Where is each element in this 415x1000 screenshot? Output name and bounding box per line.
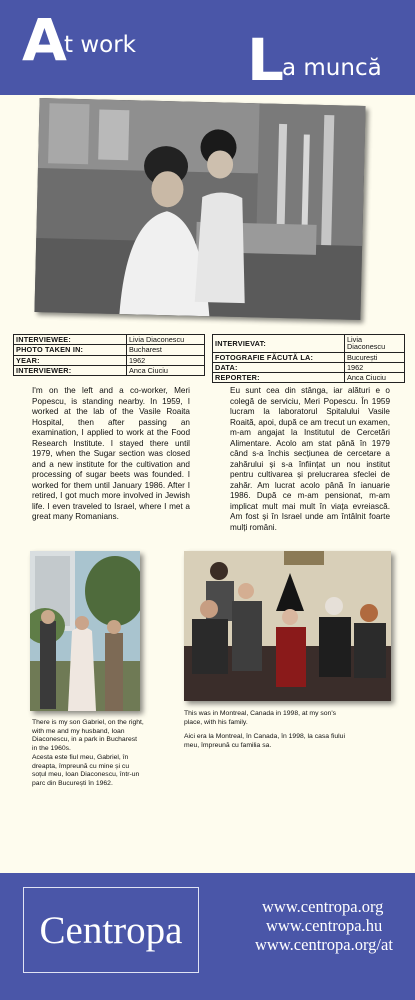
info-row [14, 335, 205, 345]
centropa-logo: Centropa [23, 887, 199, 973]
info-label: INTERVIEWER: [14, 365, 127, 375]
caption-left-en: There is my son Gabriel, on the right, with me and my husband, Ioan Diaconescu, in a park in Bucharest in the 1960s. [32, 719, 144, 752]
family-photo [184, 551, 391, 701]
url-link-hu[interactable]: www.centropa.hu [266, 916, 383, 935]
info-label: FOTOGRAFIE FĂCUTĂ LA: [213, 352, 345, 362]
info-value: Anca Ciuciu [345, 373, 405, 383]
info-row [213, 335, 405, 353]
info-row [14, 355, 205, 365]
info-row [213, 373, 405, 383]
caption-left-ro: Acesta este fiul meu, Gabriel, în dreapta, împreună cu mine și cu soțul meu, Ioan Diaconescu, într-un parc din București în 1962. [32, 754, 140, 787]
info-row [14, 365, 205, 375]
info-table-ro [212, 334, 405, 383]
info-label: INTERVIEVAT: [213, 335, 345, 353]
info-label: DATA: [213, 362, 345, 372]
title-en: t work [64, 32, 136, 58]
url-link-org[interactable]: www.centropa.org [262, 897, 384, 916]
info-label: INTERVIEWEE: [14, 335, 127, 345]
story-text-ro: Eu sunt cea din stânga, iar alături e o colegă de serviciu, Meri Popescu. În 1959 lucram la laboratorul Spitalului Vasile Roaită, apoi, după ce am trecut un examen, m-am angajat la Institutul de Cercetări Alimentare. Acolo am stat până în 1979 când s-a închis secțiunea de cercetare a zahărului și s-a înființat un nou institut pentru cultivarea și prelucrarea sfeclei de zahăr. Am lucrat acolo până în ianuarie 1986. După ce m-am pensionat, m-am implicat mult mai mult în viața evreiască. Am fost și în Israel unde am întâlnit foarte mulți români. [230, 386, 390, 532]
info-value: Livia Diaconescu [127, 335, 205, 345]
info-value: Anca Ciuciu [127, 365, 205, 375]
url-link-at[interactable]: www.centropa.org/at [255, 935, 393, 954]
info-value: 1962 [345, 362, 405, 372]
title-en-initial: A [22, 6, 67, 74]
info-value: 1962 [127, 355, 205, 365]
info-row [213, 352, 405, 362]
caption-right-en: This was in Montreal, Canada in 1998, at my son's place, with his family. [184, 710, 337, 726]
info-table-en [13, 334, 205, 376]
info-value: București [345, 352, 405, 362]
caption-right-ro: Aici era la Montreal, în Canada, în 1998, la casa fiului meu, împreună cu familia sa. [184, 733, 345, 749]
info-value: Livia Diaconescu [345, 335, 405, 353]
title-ro-initial: L [247, 26, 284, 94]
info-label: REPORTER: [213, 373, 345, 383]
info-label: PHOTO TAKEN IN: [14, 345, 127, 355]
park-photo [30, 551, 140, 711]
main-photo [34, 98, 365, 320]
info-value: Bucharest [127, 345, 205, 355]
info-row [213, 362, 405, 372]
story-text-en: I'm on the left and a co-worker, Meri Popescu, is standing nearby. In 1959, I worked at the lab of the Vasile Roaita Hospital, then after passing an examination, I applied to work at the Food Research Institute. I stayed there until 1979, when the Sugar section was closed and a new institute for the cultivation and processing of sugar beets was founded. I worked for them until January 1986. After I retired, I got much more involved in Jewish life. I even traveled to Israel, where I met a great many Romanians. [32, 386, 190, 521]
title-ro: a muncă [282, 55, 382, 81]
info-row [14, 345, 205, 355]
info-label: YEAR: [14, 355, 127, 365]
